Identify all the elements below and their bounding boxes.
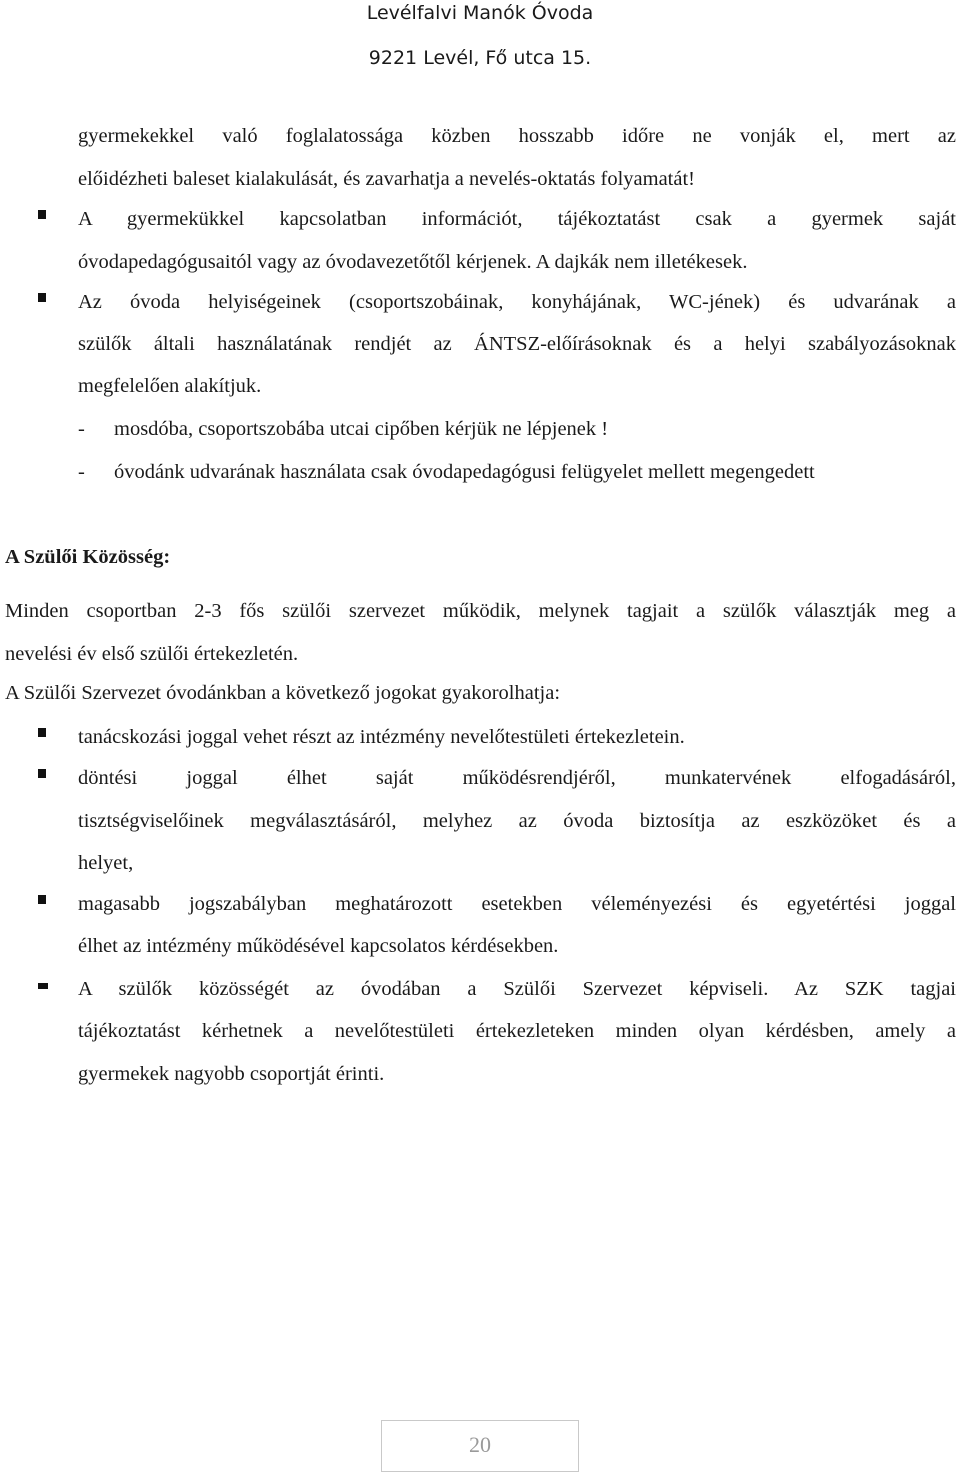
page-number: 20	[469, 1432, 491, 1457]
paragraph-line: A Szülői Szervezet óvodánkban a következő jogokat gyakorolhatja:	[5, 682, 561, 704]
list-item-line: magasabb jogszabályban meghatározott esetekben véleményezési és egyetértési joggal	[78, 893, 956, 915]
square-bullet-icon	[38, 728, 46, 737]
square-bullet-icon	[38, 895, 46, 904]
square-bullet-icon	[38, 293, 46, 302]
list-item-line: gyermekek nagyobb csoportját érinti.	[78, 1063, 385, 1085]
bullet-line: szülők általi használatának rendjét az ÁNTSZ-előírásoknak és a helyi szabályozásoknak	[78, 333, 956, 355]
dash-marker: -	[78, 461, 85, 483]
bullet-line: megfelelően alakítjuk.	[78, 375, 262, 397]
list-item-line: döntési joggal élhet saját működésrendjéről, munkatervének elfogadásáról,	[78, 767, 956, 789]
list-item-line: A szülők közösségét az óvodában a Szülői Szervezet képviseli. Az SZK tagjai	[78, 978, 956, 1000]
bullet-line: óvodapedagógusaitól vagy az óvodavezetőtől kérjenek. A dajkák nem illetékesek.	[78, 251, 748, 273]
paragraph-line: Minden csoportban 2-3 fős szülői szervezet működik, melynek tagjait a szülők választják meg a	[5, 600, 956, 622]
square-bullet-icon	[38, 769, 46, 778]
paragraph-line: nevelési év első szülői értekezletén.	[5, 643, 299, 665]
dash-item-text: mosdóba, csoportszobába utcai cipőben kérjük ne lépjenek !	[114, 418, 609, 440]
dash-marker: -	[78, 418, 85, 440]
arrow-bullet-icon	[38, 983, 48, 989]
list-item-line: helyet,	[78, 852, 134, 874]
paragraph-line: előidézheti baleset kialakulását, és zavarhatja a nevelés-oktatás folyamatát!	[78, 168, 695, 190]
list-item-line: élhet az intézmény működésével kapcsolatos kérdésekben.	[78, 935, 559, 957]
header-school-name: Levélfalvi Manók Óvoda	[366, 2, 594, 24]
square-bullet-icon	[38, 210, 46, 219]
bullet-line: Az óvoda helyiségeinek (csoportszobáinak, konyhájának, WC-jének) és udvarának a	[78, 291, 956, 313]
list-item-line: tájékoztatást kérhetnek a nevelőtestületi értekezleteken minden olyan kérdésben, amely a	[78, 1020, 956, 1042]
section-heading: A Szülői Közösség:	[5, 546, 171, 568]
bullet-line: A gyermekükkel kapcsolatban információt, tájékoztatást csak a gyermek saját	[78, 208, 956, 230]
list-item-line: tisztségviselőinek megválasztásáról, melyhez az óvoda biztosítja az eszközöket és a	[78, 810, 956, 832]
list-item-line: tanácskozási joggal vehet részt az intézmény nevelőtestületi értekezletein.	[78, 726, 685, 748]
header-address: 9221 Levél, Fő utca 15.	[368, 47, 592, 69]
dash-item-text: óvodánk udvarának használata csak óvodapedagógusi felügyelet mellett megengedett	[114, 461, 815, 483]
paragraph-line: gyermekekkel való foglalatossága közben hosszabb időre ne vonják el, mert az	[78, 125, 956, 147]
